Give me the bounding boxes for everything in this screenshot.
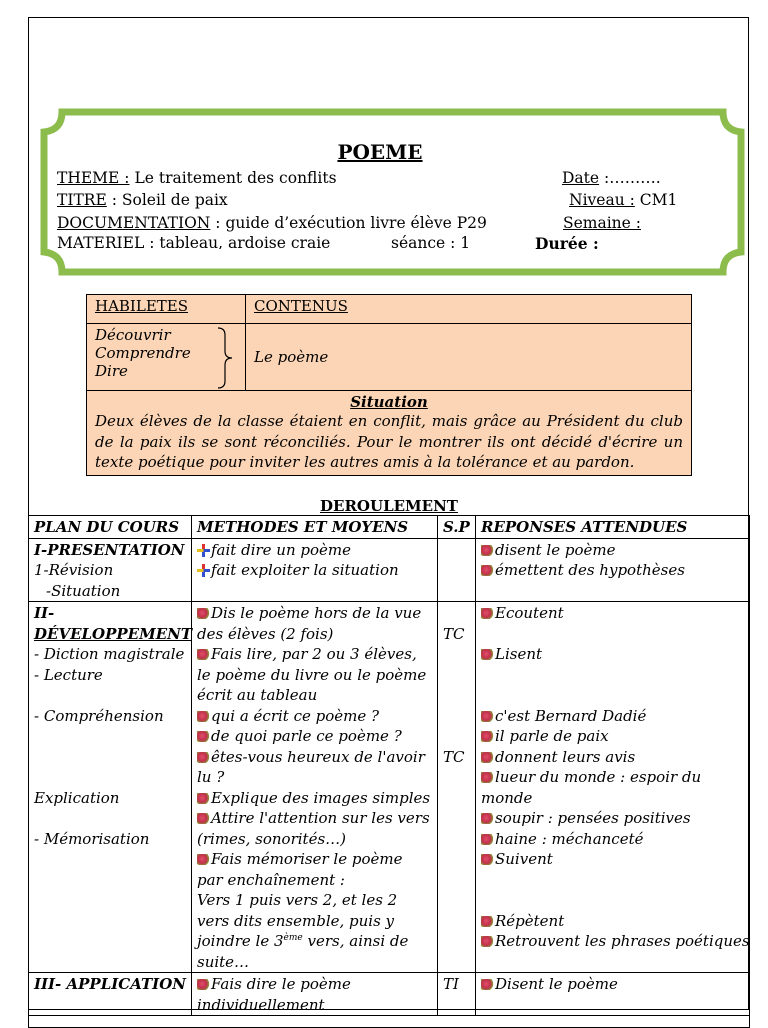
section-title: DÉVELOPPEMENT <box>34 624 193 643</box>
titre-value: : Soleil de paix <box>106 191 228 209</box>
deroulement-table <box>28 515 750 1028</box>
rose-bullet-icon <box>481 545 494 556</box>
documentation-line <box>57 214 487 232</box>
titre-line <box>57 191 228 209</box>
sp-cell: TC TC <box>438 602 476 973</box>
sp-cell: TI <box>438 973 476 1016</box>
habilete-item: Comprendre <box>95 344 191 362</box>
rose-bullet-icon <box>481 936 494 947</box>
section-title: I-PRESENTATION <box>34 540 185 559</box>
situation-title: Situation <box>350 393 428 411</box>
rose-bullet-icon <box>481 565 494 576</box>
theme-line <box>57 169 337 187</box>
plan-cell <box>29 973 192 1016</box>
habiletes-list <box>87 324 246 391</box>
date-label: Date <box>562 169 600 187</box>
duree-text: Durée : <box>535 234 599 249</box>
sp-cell <box>438 538 476 602</box>
table-header-row <box>29 516 750 539</box>
habiletes-table <box>86 294 692 476</box>
documentation-value: : guide d’exécution livre élève P29 <box>210 214 487 232</box>
table-row-empty <box>29 1016 750 1028</box>
rose-bullet-icon <box>481 854 494 865</box>
methodes-cell: Dis le poème hors de la vue des élèves (2 fois) Fais lire, par 2 ou 3 élèves, le poème du livre ou le poème écrit au tableau qui a écrit ce poème ? de quoi parle ce poème ? êtes-vous heureux de l'avoir lu ? Explique des images simples Attire l'attention sur les vers (rimes, sonorités…) Fais mémoriser le poème par enchaînement : Vers 1 puis vers 2, et les 2 vers dits ensemble, puis y joindre le 3ème vers, ainsi de suite… <box>192 602 438 973</box>
table-row <box>29 538 750 602</box>
rose-bullet-icon <box>481 834 494 845</box>
situation-cell <box>87 391 692 476</box>
theme-value: Le traitement des conflits <box>129 169 337 187</box>
date-line <box>562 169 661 187</box>
plus-bullet-icon <box>197 544 210 557</box>
materiel-text: MATERIEL : tableau, ardoise craie <box>57 234 331 249</box>
titre-label: TITRE <box>57 191 107 209</box>
rose-bullet-icon <box>481 731 494 742</box>
situation-text: Deux élèves de la classe étaient en conflit, mais grâce au Président du club de la paix ils se sont réconciliés. Pour le montrer ils ont décidé d'écrire un texte poétique pour inviter les autres amis à la tolérance et au pardon. <box>95 412 683 471</box>
semaine-label: Semaine : <box>563 214 641 232</box>
habilete-item: Dire <box>95 362 128 380</box>
rose-bullet-icon <box>481 711 494 722</box>
theme-label: THEME : <box>57 169 130 187</box>
rose-bullet-icon <box>197 979 210 990</box>
rose-bullet-icon <box>197 649 210 660</box>
semaine-line <box>563 214 641 232</box>
habilete-item: Découvrir <box>95 326 171 344</box>
rose-bullet-icon <box>197 731 210 742</box>
table-row <box>29 602 750 973</box>
rose-bullet-icon <box>197 711 210 722</box>
documentation-label: DOCUMENTATION <box>57 214 211 232</box>
reponses-cell: Disent le poème <box>476 973 750 1016</box>
deroulement-title: DEROULEMENT <box>320 497 458 515</box>
plus-bullet-icon <box>197 564 210 577</box>
reponses-cell: disent le poème émettent des hypothèses <box>476 538 750 602</box>
niveau-value: CM1 <box>634 191 678 209</box>
rose-bullet-icon <box>481 813 494 824</box>
habiletes-header: HABILETES <box>87 295 246 324</box>
table-row <box>29 973 750 1016</box>
date-value: :………. <box>599 169 661 187</box>
col-header: METHODES ET MOYENS <box>192 516 438 539</box>
plan-cell: II- DÉVELOPPEMENT - Diction magistrale - Lecture - Compréhension Explication - Mémorisation <box>29 602 192 973</box>
materiel-line-clipped <box>54 234 694 249</box>
rose-bullet-icon <box>481 916 494 927</box>
col-header: PLAN DU COURS <box>29 516 192 539</box>
rose-bullet-icon <box>481 979 494 990</box>
col-header: S.P <box>438 516 476 539</box>
brace-icon <box>215 327 235 389</box>
reponses-cell: Ecoutent Lisent c'est Bernard Dadié il parle de paix donnent leurs avis lueur du monde : espoir du monde soupir : pensées positives haine : méchanceté Suivent Répètent Retrouvent les phrases poétiques <box>476 602 750 973</box>
niveau-label: Niveau : <box>569 191 635 209</box>
rose-bullet-icon <box>197 854 210 865</box>
page-title: POEME <box>337 140 423 164</box>
rose-bullet-icon <box>197 793 210 804</box>
col-header: REPONSES ATTENDUES <box>476 516 750 539</box>
methodes-cell: Fais dire le poème individuellement <box>192 973 438 1016</box>
contenus-header: CONTENUS <box>246 295 692 324</box>
rose-bullet-icon <box>481 649 494 660</box>
rose-bullet-icon <box>481 608 494 619</box>
methodes-cell: fait dire un poème fait exploiter la situation <box>192 538 438 602</box>
rose-bullet-icon <box>481 752 494 763</box>
rose-bullet-icon <box>197 752 210 763</box>
section-title: III- APPLICATION <box>34 975 186 993</box>
niveau-line <box>569 191 677 209</box>
contenu-cell: Le poème <box>246 324 692 391</box>
rose-bullet-icon <box>197 608 210 619</box>
rose-bullet-icon <box>481 772 494 783</box>
seance-text: séance : 1 <box>391 234 471 249</box>
plan-cell: I-PRESENTATION 1-Révision -Situation <box>29 538 192 602</box>
rose-bullet-icon <box>197 813 210 824</box>
